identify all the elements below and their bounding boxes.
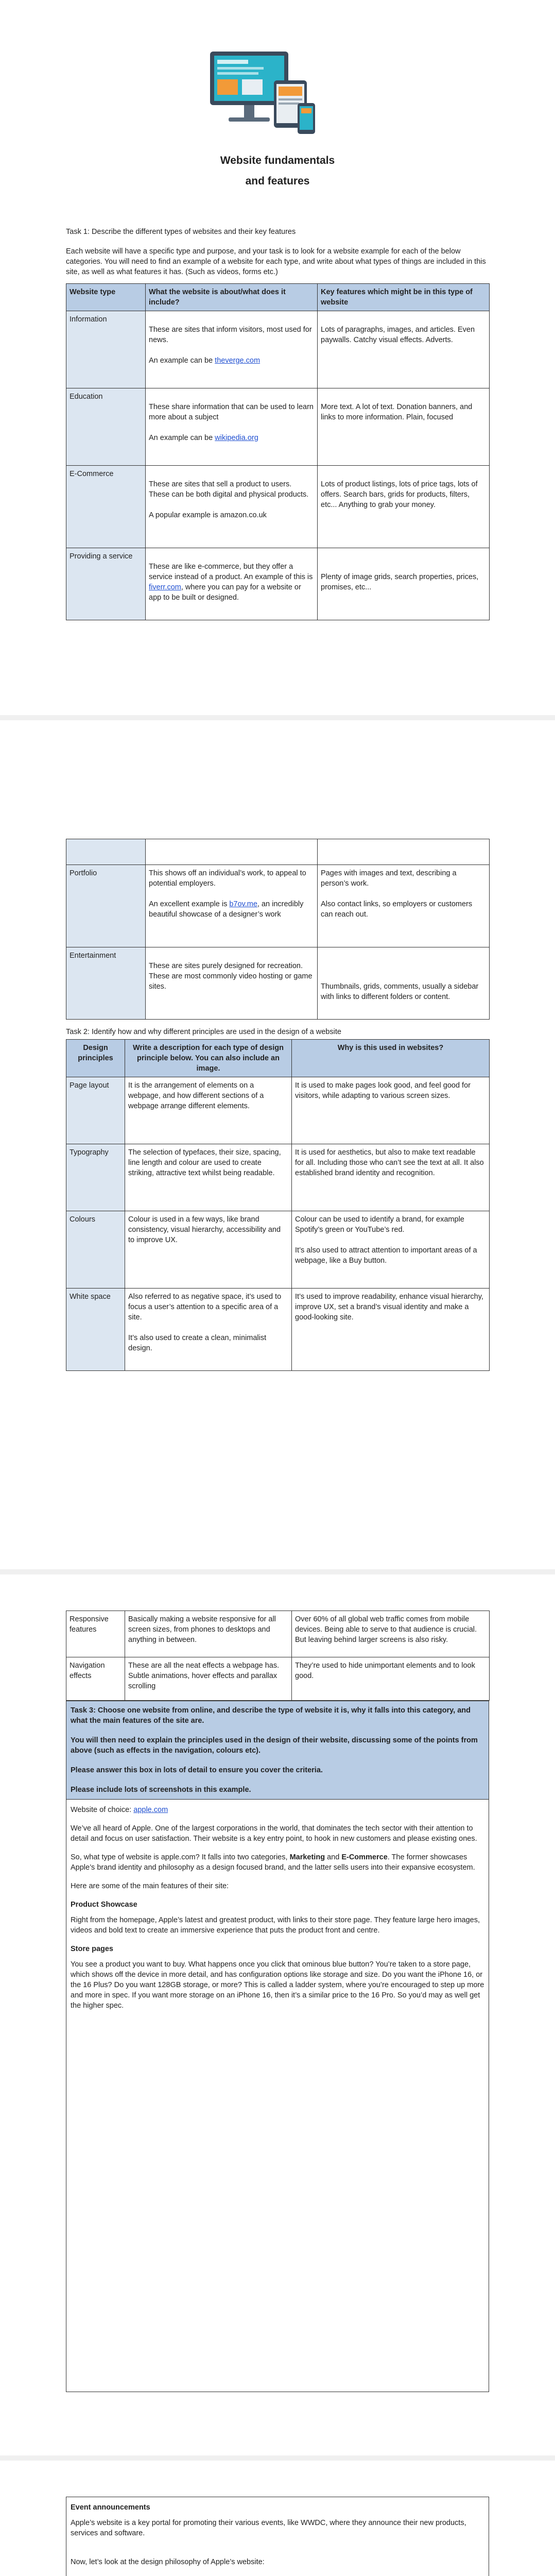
table-row	[66, 865, 490, 947]
table-row	[66, 947, 490, 1020]
table-row	[66, 388, 490, 466]
choice-prefix: Website of choice:	[71, 1806, 134, 1814]
table-row	[66, 466, 490, 548]
answer-text: So, what type of website is apple.com? It falls into two categories,	[71, 1853, 290, 1861]
task3-answer	[66, 1800, 489, 2392]
table-header: Write a description for each type of design principle below. You can also include an image.	[125, 1040, 292, 1077]
wikipedia-link[interactable]: wikipedia.org	[215, 434, 258, 442]
row-about-suffix: , where you can pay for a website or app to be built or designed.	[149, 583, 301, 602]
page-3	[0, 1574, 555, 2455]
section-heading: Product Showcase	[71, 1901, 137, 1909]
table-header: Why is this used in websites?	[292, 1040, 490, 1077]
answer-paragraph: Apple’s website is a key portal for promoting their various events, like WWDC, where they announce their new products, services and software.	[71, 2519, 466, 2537]
task3-header	[66, 1701, 489, 1800]
website-type: Portfolio	[66, 865, 146, 947]
task1-table	[66, 283, 490, 620]
answer-text: . The former showcases Apple’s brand identity and philosophy as a design focused brand, and the latter sells users into their expansive ecosystem.	[71, 1853, 475, 1872]
task1-intro: Each website will have a specific type and purpose, and your task is to look for a website example for each of the below categories. You will need to find an example of a website for each type, and write about what types of things are included in this site, as well as what features it has. (Such as videos, forms etc.)	[66, 247, 486, 276]
row-features: Lots of paragraphs, images, and articles. Even paywalls. Catchy visual effects. Adverts.	[321, 326, 475, 344]
principle-description: Colour is used in a few ways, like brand consistency, visual hierarchy, accessibility and to improve UX.	[125, 1211, 292, 1289]
principle-description-2: It’s also used to create a clean, minimalist design.	[128, 1334, 267, 1352]
category-marketing: Marketing	[289, 1853, 325, 1861]
principle-description: These are all the neat effects a webpage has. Subtle animations, hover effects and parallax scrolling	[125, 1657, 292, 1701]
row-features: Thumbnails, grids, comments, usually a sidebar with links to different folders or content.	[321, 982, 479, 1001]
answer-paragraph	[71, 1852, 484, 1873]
row-features: Lots of product listings, lots of price tags, lots of offers. Search bars, grids for products, filters, etc... Anything to grab your money.	[321, 480, 478, 509]
fiverr-link[interactable]: fiverr.com	[149, 583, 181, 591]
principle-description: Basically making a website responsive for all screen sizes, from phones to desktops and anything in between.	[125, 1611, 292, 1657]
task2-table	[66, 1039, 490, 1371]
task3-head-1: Task 3: Choose one website from online, and describe the type of website it is, why it falls into this category, and what the main features of the site are.	[71, 1706, 471, 1725]
table-row	[66, 1144, 490, 1211]
principle-why-2: It’s also used to attract attention to important areas of a webpage, like a Buy button.	[295, 1246, 477, 1265]
answer-paragraph: We’ve all heard of Apple. One of the largest corporations in the world, that dominates the tech sector with their attention to detail and focus on user satisfaction. Their website is a key entry point, to hook in new customers and please existing ones.	[71, 1824, 477, 1843]
principle: Navigation effects	[66, 1657, 125, 1701]
principle-description: It is the arrangement of elements on a webpage, and how different sections of a webpage arrange different elements.	[125, 1077, 292, 1144]
task1-heading: Task 1: Describe the different types of websites and their key features	[66, 228, 296, 236]
section-heading: Store pages	[71, 1945, 113, 1953]
row-features: Pages with images and text, describing a person’s work.	[321, 869, 457, 888]
table-row	[66, 1077, 490, 1144]
answer-text: and	[325, 1853, 342, 1861]
principle-why: It’s used to improve readability, enhance visual hierarchy, improve UX, set a brand’s visual identity and make a good-looking site.	[292, 1289, 490, 1371]
section-heading: Event announcements	[71, 2503, 150, 2512]
row-about: These are sites that inform visitors, most used for news.	[149, 326, 312, 344]
website-type: Education	[66, 388, 146, 466]
category-ecommerce: E-Commerce	[341, 1853, 388, 1861]
devices-icon	[197, 49, 318, 142]
principle: Colours	[66, 1211, 125, 1289]
principle-why: It is used to make pages look good, and feel good for visitors, while adapting to various screen sizes.	[292, 1077, 490, 1144]
answer-paragraph: Here are some of the main features of their site:	[71, 1882, 229, 1890]
page-1	[0, 0, 555, 715]
principle-description: Also referred to as negative space, it’s used to focus a user’s attention to a specific area of a site.	[128, 1293, 282, 1321]
table-header: What the website is about/what does it include?	[146, 284, 318, 311]
page-4	[0, 2461, 555, 2576]
row-features-2: Also contact links, so employers or customers can reach out.	[321, 900, 473, 919]
principle-why: They’re used to hide unimportant elements and to look good.	[292, 1657, 490, 1701]
row-about: These share information that can be used to learn more about a subject	[149, 403, 314, 421]
row-about: This shows off an individual’s work, to appeal to potential employers.	[149, 869, 306, 888]
principle: Typography	[66, 1144, 125, 1211]
principle-why: Colour can be used to identify a brand, for example Spotify’s green or YouTube’s red.	[295, 1215, 464, 1234]
website-type: E-Commerce	[66, 466, 146, 548]
table-row	[66, 311, 490, 388]
row-about: These are sites purely designed for recreation. These are most commonly video hosting or game sites.	[149, 962, 313, 991]
principle-description: The selection of typefaces, their size, spacing, line length and colour are used to create striking, attractive text whilst being readable.	[125, 1144, 292, 1211]
website-type: Information	[66, 311, 146, 388]
table-row	[66, 1657, 490, 1701]
website-type: Entertainment	[66, 947, 146, 1020]
table-row	[66, 1289, 490, 1371]
apple-link[interactable]: apple.com	[133, 1806, 168, 1814]
answer-paragraph: Now, let’s look at the design philosophy of Apple’s website:	[71, 2558, 265, 2566]
table-row	[66, 548, 490, 620]
row-features: More text. A lot of text. Donation banners, and links to more information. Plain, focused	[321, 403, 473, 421]
table-row	[66, 1211, 490, 1289]
task3-head-2: You will then need to explain the principles used in the design of their website, discussing some of the points from above (such as effects in the navigation, colours etc).	[71, 1736, 478, 1755]
answer-paragraph: You see a product you want to buy. What happens once you click that ominous blue button? You’re taken to a store page, which shows off the device in more detail, and has configuration options like storage and size. Do you want the iPhone 16, or the 16 Plus? Do you want 128GB storage, or more? This is called a ladder system, where you’re encouraged to step up more and more in spec. If you want more storage on an iPhone 16, then it’s a similar price to the 16 Pro. So you’d may as well get the higher spec.	[71, 1960, 484, 2010]
table-row	[66, 1611, 490, 1657]
table-header: Website type	[66, 284, 146, 311]
principle: Page layout	[66, 1077, 125, 1144]
task3-head-3: Please answer this box in lots of detail to ensure you cover the criteria.	[71, 1766, 323, 1774]
principle: Responsive features	[66, 1611, 125, 1657]
table-header: Design principles	[66, 1040, 125, 1077]
table-header: Key features which might be in this type of website	[318, 284, 490, 311]
answer-paragraph: Right from the homepage, Apple’s latest and greatest product, with links to their store page. They feature large hero images, videos and bold text to create an immersive experience that puts the product front and centre.	[71, 1916, 480, 1935]
theverge-link[interactable]: theverge.com	[215, 357, 261, 365]
row-features: Plenty of image grids, search properties, prices, promises, etc...	[321, 573, 479, 591]
example-prefix: An excellent example is	[149, 900, 230, 908]
principle-why: It is used for aesthetics, but also to make text readable for all. Including those who can’t see the text at all. It also established brand identity and recognition.	[292, 1144, 490, 1211]
principle-why: Over 60% of all global web traffic comes from mobile devices. Being able to serve to that audience is crucial. But leaving behind larger screens is also risky.	[292, 1611, 490, 1657]
row-example: A popular example is amazon.co.uk	[149, 511, 267, 519]
example-prefix: An example can be	[149, 434, 215, 442]
page-2	[0, 720, 555, 1569]
example-suffix: , an incredibly beautiful showcase of a designer’s work	[149, 900, 304, 919]
task2-heading: Task 2: Identify how and why different principles are used in the design of a website	[66, 1028, 341, 1036]
principle: White space	[66, 1289, 125, 1371]
page-title-line-1: Website fundamentals	[220, 155, 335, 166]
row-about: These are sites that sell a product to users. These can be both digital and physical products.	[149, 480, 309, 499]
task2-table-continued	[66, 1611, 490, 1701]
example-prefix: An example can be	[149, 357, 215, 365]
row-about: These are like e-commerce, but they offer a service instead of a product. An example of this is	[149, 563, 313, 581]
page-title-line-2: and features	[245, 175, 310, 187]
website-type: Providing a service	[66, 548, 146, 620]
task3-answer-continued	[66, 2497, 489, 2576]
b7ov-link[interactable]: b7ov.me	[229, 900, 257, 908]
task1-table-continued	[66, 839, 490, 1020]
task3-head-4: Please include lots of screenshots in this example.	[71, 1786, 251, 1794]
